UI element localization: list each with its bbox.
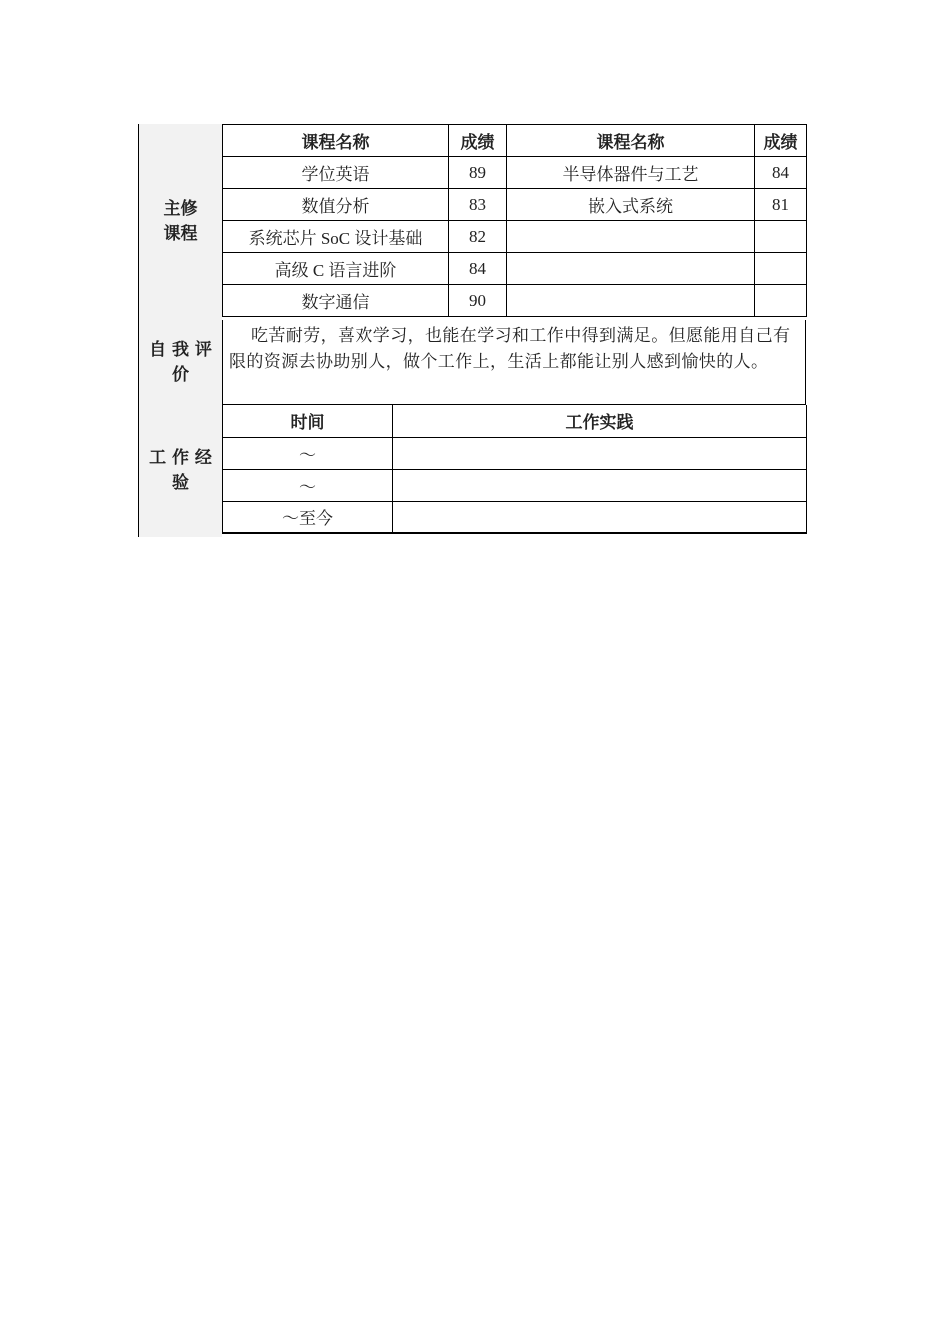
table-row (223, 221, 807, 253)
work-time: ～ (223, 469, 393, 501)
course-score: 81 (755, 189, 807, 221)
self-eval-section (138, 320, 806, 405)
work-side-label-line: 验 (172, 473, 189, 493)
course-name: 嵌入式系统 (507, 189, 755, 221)
work-practice (393, 437, 807, 469)
table-row (223, 501, 807, 533)
work-time: ～至今 (223, 501, 393, 533)
course-name (507, 253, 755, 285)
courses-side-label-line: 课程 (163, 224, 198, 244)
course-score (755, 285, 807, 317)
course-score: 84 (755, 157, 807, 189)
table-row (223, 253, 807, 285)
courses-section (138, 124, 806, 320)
work-practice (393, 501, 807, 533)
work-header-row (223, 405, 807, 437)
course-score: 82 (449, 221, 507, 253)
course-score: 90 (449, 285, 507, 317)
self-eval-side-label-line: 价 (172, 364, 189, 385)
self-eval-side-label (138, 320, 222, 405)
resume-table (138, 124, 806, 537)
courses-side-label-line: 主修 (163, 199, 198, 219)
table-row (223, 437, 807, 469)
course-name: 半导体器件与工艺 (507, 157, 755, 189)
course-score: 89 (449, 157, 507, 189)
work-table (222, 405, 807, 534)
work-practice (393, 469, 807, 501)
table-row (223, 469, 807, 501)
table-row (223, 285, 807, 317)
header-course-name: 课程名称 (507, 125, 755, 157)
course-name (507, 285, 755, 317)
course-score: 84 (449, 253, 507, 285)
header-time: 时间 (223, 405, 393, 437)
work-section (138, 405, 806, 537)
course-name (507, 221, 755, 253)
header-score: 成绩 (449, 125, 507, 157)
header-work-practice: 工作实践 (393, 405, 807, 437)
self-eval-side-label-line: 自 我 评 (149, 339, 212, 360)
courses-table (222, 124, 807, 317)
course-name: 数字通信 (223, 285, 449, 317)
course-name: 系统芯片 SoC 设计基础 (223, 221, 449, 253)
work-time: ～ (223, 437, 393, 469)
courses-header-row (223, 125, 807, 157)
header-course-name: 课程名称 (223, 125, 449, 157)
course-score (755, 221, 807, 253)
table-row (223, 189, 807, 221)
work-side-label-line: 工 作 经 (149, 448, 212, 468)
courses-side-label (138, 124, 222, 320)
course-name: 高级 C 语言进阶 (223, 253, 449, 285)
work-side-label (138, 405, 222, 537)
course-name: 学位英语 (223, 157, 449, 189)
table-row (223, 157, 807, 189)
course-score: 83 (449, 189, 507, 221)
self-eval-text: 吃苦耐劳，喜欢学习，也能在学习和工作中得到满足。但愿能用自己有限的资源去协助别人，做个工作上，生活上都能让别人感到愉快的人。 (222, 320, 806, 405)
course-name: 数值分析 (223, 189, 449, 221)
course-score (755, 253, 807, 285)
header-score: 成绩 (755, 125, 807, 157)
